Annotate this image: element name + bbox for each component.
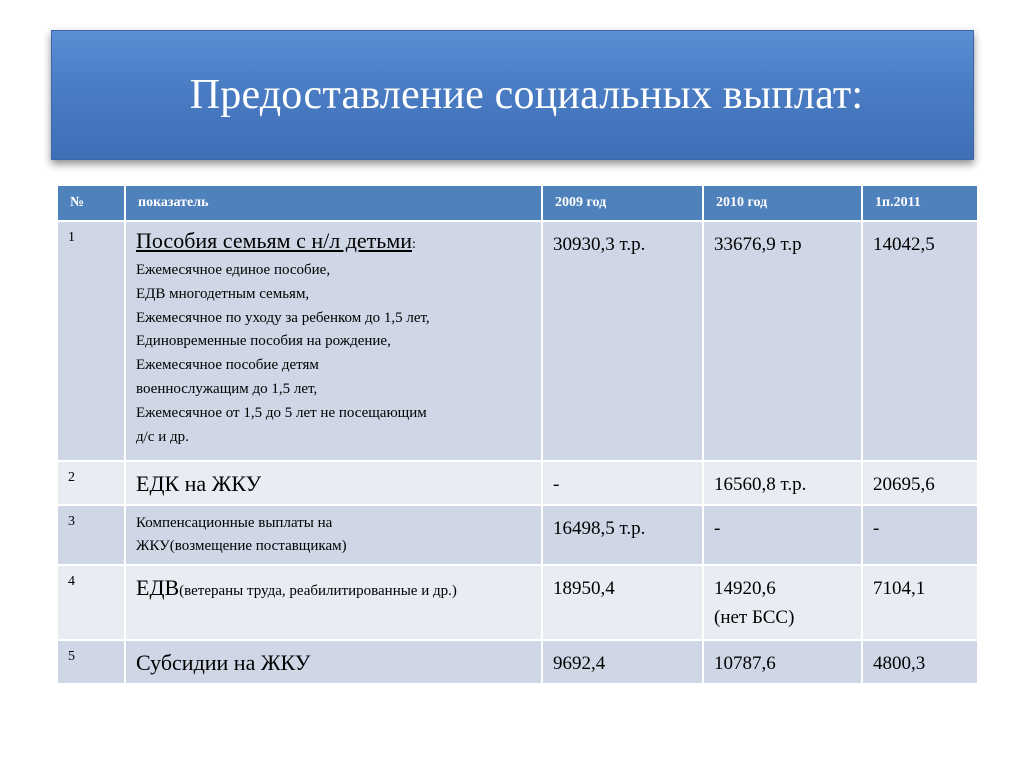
value-2009: - [542, 461, 703, 505]
row-number: 5 [57, 640, 125, 684]
row-indicator [125, 640, 542, 684]
indicator-line: Компенсационные выплаты на [136, 515, 333, 531]
header-2009: 2009 год [542, 185, 703, 221]
subitem: Ежемесячное единое пособие, [136, 262, 331, 278]
row-number: 3 [57, 505, 125, 565]
table-row [57, 640, 978, 684]
value-2011: - [862, 505, 978, 565]
indicator-title-colon: : [412, 237, 416, 252]
subitem: Ежемесячное пособие детям [136, 357, 319, 374]
indicator-note: (ветераны труда, реабилитированные и др.) [179, 583, 457, 599]
header-2010: 2010 год [703, 185, 862, 221]
header-indicator: показатель [125, 185, 542, 221]
indicator-title: Пособия семьям с н/л детьми [136, 228, 413, 253]
subitem: военнослужащим до 1,5 лет, [136, 380, 318, 397]
table-row [57, 221, 978, 461]
value-2010: 33676,9 т.р [703, 221, 862, 461]
value-2010 [703, 565, 862, 640]
value-2010-main: 14920,6 [714, 578, 776, 599]
row-indicator [125, 505, 542, 565]
subitem: д/с и др. [136, 428, 189, 445]
table-row [57, 565, 978, 640]
value-2010-note: (нет БСС) [714, 607, 795, 628]
value-2011: 4800,3 [862, 640, 978, 684]
header-2011: 1п.2011 [862, 185, 978, 221]
value-2010: 16560,8 т.р. [703, 461, 862, 505]
header-num: № [57, 185, 125, 221]
title-banner [51, 30, 974, 160]
row-number: 2 [57, 461, 125, 505]
row-indicator [125, 461, 542, 505]
indicator-line: ЖКУ(возмещение поставщикам) [136, 538, 347, 554]
value-2011: 20695,6 [862, 461, 978, 505]
subitem: Ежемесячное от 1,5 до 5 лет не посещающим [136, 404, 427, 421]
value-2009: 30930,3 т.р. [542, 221, 703, 461]
table-header-row [57, 185, 978, 221]
slide-title: Предоставление социальных выплат: [189, 72, 864, 118]
subitem: ЕДВ многодетным семьям, [136, 285, 310, 302]
value-2011: 7104,1 [862, 565, 978, 640]
row-number: 4 [57, 565, 125, 640]
table-row [57, 505, 978, 565]
row-number: 1 [57, 221, 125, 461]
subitem: Единовременные пособия на рождение, [136, 333, 391, 350]
value-2009: 16498,5 т.р. [542, 505, 703, 565]
table-row [57, 461, 978, 505]
indicator-title: ЕДК на ЖКУ [136, 471, 262, 496]
value-2010: 10787,6 [703, 640, 862, 684]
indicator-title: ЕДВ [136, 575, 180, 600]
value-2010: - [703, 505, 862, 565]
value-2009: 18950,4 [542, 565, 703, 640]
row-indicator [125, 565, 542, 640]
subitem: Ежемесячное по уходу за ребенком до 1,5 лет, [136, 309, 430, 326]
social-payments-table [56, 184, 979, 685]
value-2009: 9692,4 [542, 640, 703, 684]
indicator-subitems [136, 259, 535, 449]
row-indicator [125, 221, 542, 461]
indicator-title: Субсидии на ЖКУ [136, 650, 311, 675]
value-2011: 14042,5 [862, 221, 978, 461]
